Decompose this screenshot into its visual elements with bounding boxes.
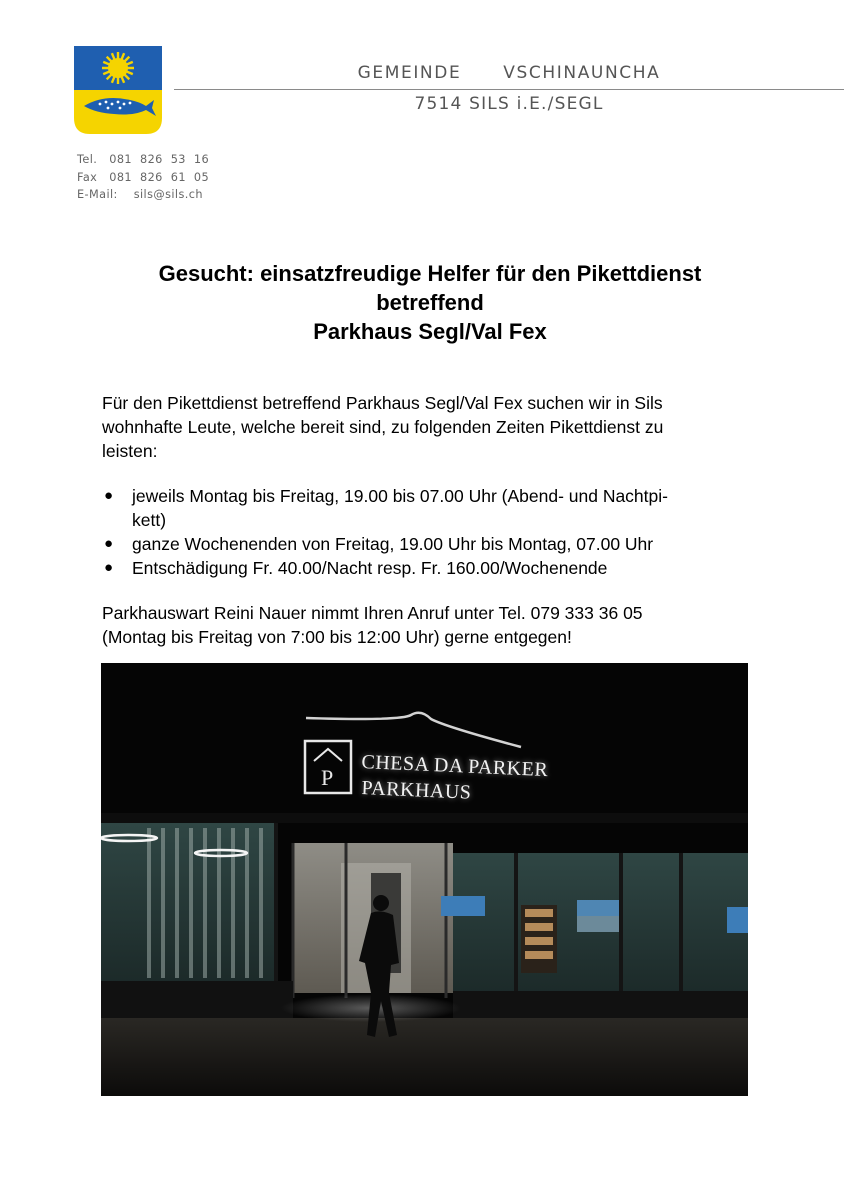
night-storefront-illustration bbox=[101, 663, 748, 1096]
sign-parkhaus: PARKHAUS bbox=[361, 777, 472, 804]
document-title bbox=[60, 259, 800, 346]
coat-of-arms-logo bbox=[74, 46, 162, 134]
sun-fish-emblem-icon bbox=[74, 46, 162, 134]
parkhaus-entrance-photo bbox=[101, 663, 748, 1096]
municipality-name: GEMEINDE VSCHINAUNCHA bbox=[357, 63, 661, 83]
title-line: Gesucht: einsatzfreudige Helfer für den Pikettdienst bbox=[158, 261, 702, 286]
list-item-line: jeweils Montag bis Freitag, 19.00 bis 07.00 Uhr (Abend- und Nachtpi- bbox=[132, 486, 668, 506]
list-item bbox=[102, 484, 752, 532]
paragraph-line: (Montag bis Freitag von 7:00 bis 12:00 Uhr) gerne entgegen! bbox=[102, 627, 572, 647]
header-divider bbox=[174, 89, 844, 90]
paragraph-line: Parkhauswart Reini Nauer nimmt Ihren Anruf unter Tel. 079 333 36 05 bbox=[102, 603, 643, 623]
contact-block bbox=[77, 151, 209, 204]
bullet-icon: ● bbox=[104, 487, 114, 504]
sign-chesa-da-parker: CHESA DA PARKER bbox=[361, 751, 549, 782]
list-item-line: kett) bbox=[132, 510, 167, 530]
list-item-line: Entschädigung Fr. 40.00/Nacht resp. Fr. 160.00/Wochenende bbox=[132, 558, 608, 578]
closing-paragraph bbox=[102, 601, 752, 649]
duty-list bbox=[102, 484, 752, 580]
paragraph-line: Für den Pikettdienst betreffend Parkhaus Segl/Val Fex suchen wir in Sils bbox=[102, 393, 663, 413]
list-item bbox=[102, 532, 752, 556]
paragraph-line: leisten: bbox=[102, 441, 158, 461]
intro-paragraph bbox=[102, 391, 752, 463]
svg-text:P: P bbox=[321, 765, 334, 790]
bullet-icon: ● bbox=[104, 559, 114, 576]
paragraph-line: wohnhafte Leute, welche bereit sind, zu folgenden Zeiten Pikettdienst zu bbox=[102, 417, 664, 437]
contact-tel: Tel. 081 826 53 16 bbox=[77, 153, 210, 166]
contact-fax: Fax 081 826 61 05 bbox=[77, 170, 210, 184]
list-item-line: ganze Wochenenden von Freitag, 19.00 Uhr bis Montag, 07.00 Uhr bbox=[132, 534, 654, 554]
title-line: betreffend bbox=[376, 290, 484, 315]
municipality-address: 7514 SILS i.E./SEGL bbox=[414, 94, 604, 114]
title-line: Parkhaus Segl/Val Fex bbox=[313, 319, 547, 344]
list-item bbox=[102, 556, 752, 580]
contact-email: E-Mail: sils@sils.ch bbox=[77, 188, 203, 201]
bullet-icon: ● bbox=[104, 535, 114, 552]
